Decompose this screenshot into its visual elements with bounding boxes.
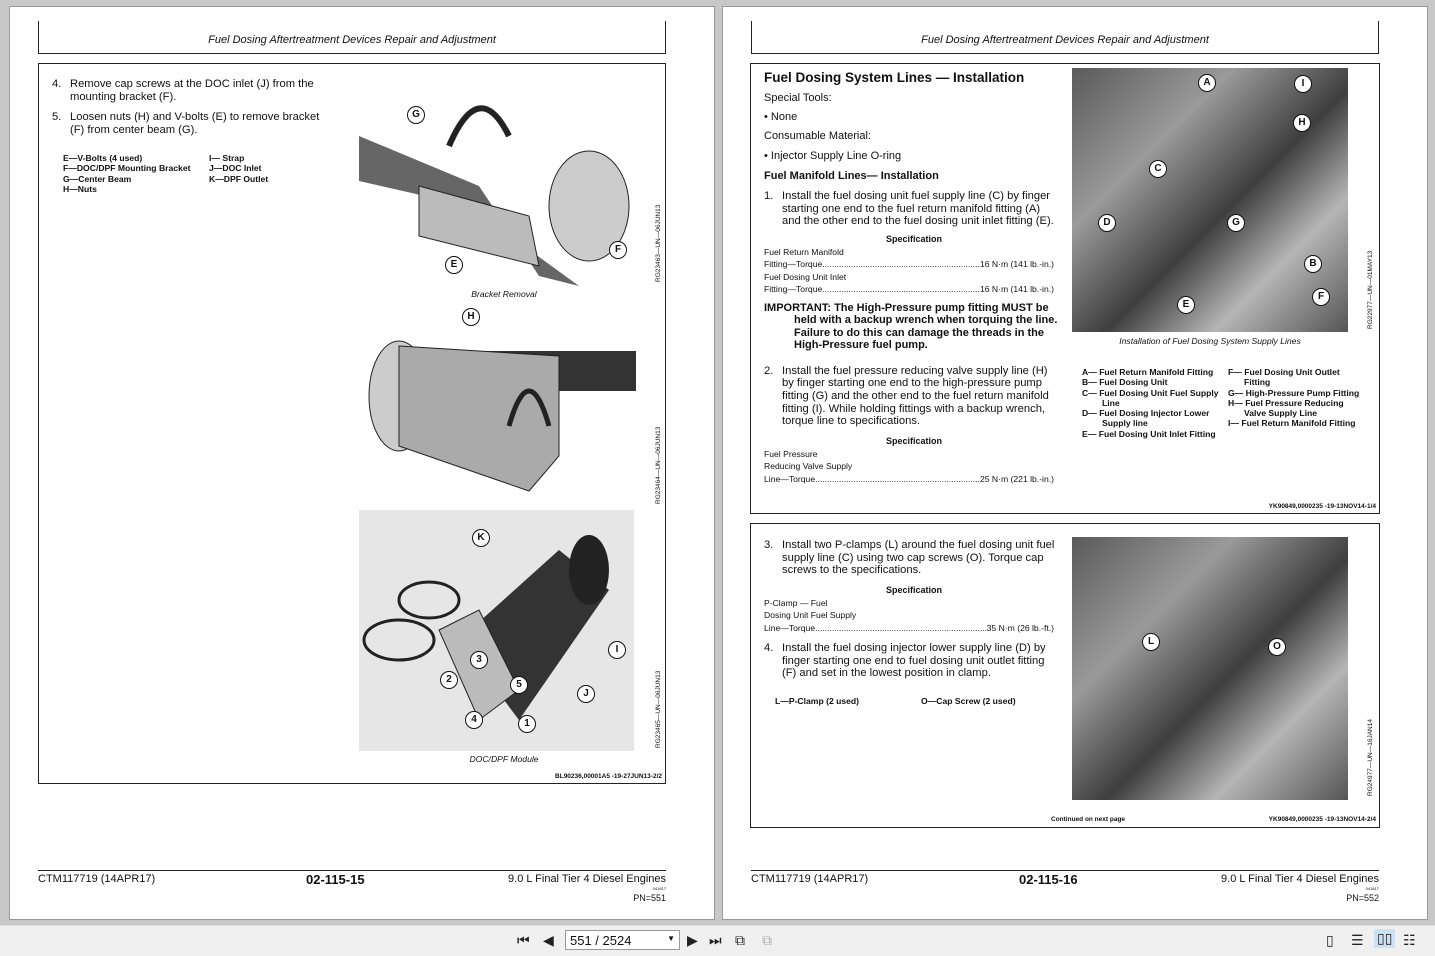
forward-view-icon[interactable]: ⧉ <box>762 932 772 948</box>
legend-col2 <box>1228 367 1363 429</box>
right-page <box>722 6 1428 920</box>
step-text: Install the fuel dosing injector lower supply line (D) by finger starting one end to fuel dosing unit outlet fitting (F) and set in the lowest position in clamp. <box>782 642 1046 680</box>
consumable-item: • Injector Supply Line O-ring <box>764 150 902 162</box>
callout: 1 <box>518 715 536 733</box>
spec-value: 16 N·m (141 lb.-in.) <box>979 284 1054 295</box>
manual-title: 9.0 L Final Tier 4 Diesel Engines <box>508 873 666 885</box>
callout: F <box>1312 288 1330 306</box>
legend-item: J—DOC Inlet <box>209 163 262 174</box>
back-view-icon[interactable]: ⧉ <box>735 932 745 948</box>
step-5 <box>52 111 332 136</box>
callout: D <box>1098 214 1116 232</box>
spec-value: 16 N·m (141 lb.-in.) <box>979 259 1054 270</box>
content-box <box>38 63 666 784</box>
step-4 <box>764 642 1059 680</box>
legend-item: B— Fuel Dosing Unit <box>1082 377 1168 388</box>
continuous-view-icon[interactable]: ☰ <box>1351 932 1364 948</box>
pn-number: PN=551 <box>633 893 666 903</box>
legend-item: H—Nuts <box>63 183 97 194</box>
step-number: 4. <box>764 642 774 655</box>
spec-table-3 <box>764 597 1054 635</box>
step-number: 4. <box>52 78 62 90</box>
special-tools-item: • None <box>764 111 798 123</box>
figure-id: RG23464—UN—06JUN13 <box>655 426 662 504</box>
viewer-toolbar <box>0 925 1435 956</box>
first-page-icon[interactable]: ⏮ <box>517 932 530 948</box>
step-4 <box>52 78 332 103</box>
figure-caption: DOC/DPF Module <box>469 754 539 764</box>
spec-table-1 <box>764 246 1054 296</box>
date-code: 041817 <box>1365 886 1379 891</box>
figure-caption: Installation of Fuel Dosing System Supply Lines <box>1119 336 1301 346</box>
special-tools-label: Special Tools: <box>764 92 832 104</box>
spec-heading: Specification <box>885 233 942 244</box>
callout: H <box>462 308 480 326</box>
continued-note: Continued on next page <box>1051 816 1126 823</box>
spec-value: 35 N·m (26 lb.-ft.) <box>986 622 1054 633</box>
legend-item: G—Center Beam <box>63 173 132 184</box>
spec-label: Fuel Pressure <box>764 448 818 459</box>
callout: 3 <box>470 651 488 669</box>
two-page-view-icon[interactable]: ▯▯ <box>1374 929 1395 948</box>
callout: H <box>1293 114 1311 132</box>
spec-heading: Specification <box>885 584 942 595</box>
step-text: Loosen nuts (H) and V-bolts (E) to remove bracket (F) from center beam (G). <box>70 111 320 136</box>
section-box-1 <box>750 63 1380 514</box>
step-text: Install the fuel dosing unit fuel supply line (C) by finger starting one end to the fuel return manifold fitting (A) and the other end to the fuel dosing unit inlet fitting (E). <box>782 190 1054 228</box>
legend-col1 <box>63 153 190 194</box>
callout: L <box>1142 633 1160 651</box>
callout: F <box>609 241 627 259</box>
callout: 2 <box>440 671 458 689</box>
step-number: 3. <box>764 539 774 551</box>
spec-value: 25 N·m (221 lb.-in.) <box>979 473 1054 484</box>
section-title: Fuel Dosing System Lines — Installation <box>764 70 1025 85</box>
spec-label: Fitting—Torque <box>764 259 823 270</box>
legend-item: O—Cap Screw (2 used) <box>921 696 1016 706</box>
callout: E <box>1177 296 1195 314</box>
next-page-icon[interactable]: ▶ <box>687 932 698 948</box>
figure-id: RG24977—UN—16JAN14 <box>1367 719 1374 796</box>
page-footer <box>751 870 1379 903</box>
bracket-image <box>359 306 636 496</box>
figure-id: RG23463—UN—06JUN13 <box>655 204 662 282</box>
spec-heading: Specification <box>885 435 942 446</box>
legend-col2 <box>209 153 268 184</box>
legend-item: C— Fuel Dosing Unit Fuel Supply Line <box>1082 387 1219 408</box>
legend-item: E—V-Bolts (4 used) <box>63 153 143 163</box>
legend-item: E— Fuel Dosing Unit Inlet Fitting <box>1082 428 1216 439</box>
subsection-title: Fuel Manifold Lines— Installation <box>764 170 939 182</box>
spec-label: Fuel Dosing Unit Inlet <box>764 271 847 282</box>
reference-code: YK90849,0000235 -19-13NOV14-2/4 <box>1268 816 1376 823</box>
step-number: 5. <box>52 111 62 124</box>
spec-label: Line—Torque <box>764 622 816 633</box>
legend-item: L—P-Clamp (2 used) <box>775 696 860 706</box>
legend-item: H— Fuel Pressure Reducing Valve Supply Line <box>1228 397 1344 419</box>
important-note: IMPORTANT: The High-Pressure pump fitting MUST be held with a backup wrench when torquing the line. Failure to do this can damage the threads in the High-Pressure fuel pump. <box>764 301 1058 352</box>
bracket-removal-image <box>359 86 639 286</box>
step-3 <box>764 539 1059 577</box>
single-page-view-icon[interactable]: ▯ <box>1326 932 1334 948</box>
callout: C <box>1149 160 1167 178</box>
step-number: 1. <box>764 190 774 202</box>
spec-label: P-Clamp — Fuel <box>764 597 828 608</box>
step-number: 2. <box>764 364 774 377</box>
page-number: 02-115-15 <box>306 872 365 887</box>
step-1 <box>764 190 1059 228</box>
step-text: Remove cap screws at the DOC inlet (J) from the mounting bracket (F). <box>70 78 314 103</box>
doc-number: CTM117719 (14APR17) <box>38 873 156 885</box>
callout: G <box>1227 214 1245 232</box>
step-text: Install the fuel pressure reducing valve supply line (H) by finger starting one end to the high-pressure pump fitting (G) and the other end to the fuel return manifold fitting (I). While holding fittings with a backup wrench, torque line to specifications. <box>782 364 1049 428</box>
callout: J <box>577 685 595 703</box>
reference-code: YK90849,0000235 -19-13NOV14-1/4 <box>1268 503 1376 510</box>
figure-id: RG22977—UN—01MAY13 <box>1367 250 1374 329</box>
step-text: Install two P-clamps (L) around the fuel dosing unit fuel supply line (C) using two cap screws (O). Torque cap screws to the specifications. <box>782 539 1055 577</box>
legend-item: G— High-Pressure Pump Fitting <box>1228 387 1360 398</box>
spec-label: Fitting—Torque <box>764 284 823 295</box>
spec-label: Fuel Return Manifold <box>764 246 844 257</box>
spec-table-2 <box>764 448 1054 486</box>
legend-item: I— Strap <box>209 153 245 163</box>
chevron-down-icon[interactable]: ▼ <box>667 934 675 943</box>
callout: K <box>472 529 490 547</box>
p-clamp-photo <box>1072 537 1348 800</box>
consumable-label: Consumable Material: <box>764 130 871 142</box>
figure-id: RG23465—UN—06JUN13 <box>655 670 662 748</box>
fuel-dosing-lines-photo <box>1072 68 1348 332</box>
figure-caption: Bracket Removal <box>471 289 537 299</box>
callout: 4 <box>465 711 483 729</box>
left-page <box>9 6 715 920</box>
page-number: 02-115-16 <box>1019 872 1078 887</box>
step-2 <box>764 365 1062 428</box>
callout: B <box>1304 255 1322 273</box>
manual-title: 9.0 L Final Tier 4 Diesel Engines <box>1221 873 1379 885</box>
callout: 5 <box>510 676 528 694</box>
callout: E <box>445 256 463 274</box>
last-page-icon[interactable]: ⏭ <box>709 932 722 948</box>
callout: I <box>608 641 626 659</box>
callout: G <box>407 106 425 124</box>
doc-dpf-module-image <box>359 510 634 751</box>
page-number-value: 551 / 2524 <box>570 933 632 948</box>
legend-item: F—DOC/DPF Mounting Bracket <box>63 163 191 174</box>
section-box-2 <box>750 523 1380 828</box>
page-header: Fuel Dosing Aftertreatment Devices Repair and Adjustment <box>751 21 1379 54</box>
callout: O <box>1268 638 1286 656</box>
page-header: Fuel Dosing Aftertreatment Devices Repair and Adjustment <box>38 21 666 54</box>
legend-item: D— Fuel Dosing Injector Lower Supply line <box>1082 408 1210 429</box>
doc-number: CTM117719 (14APR17) <box>751 873 869 885</box>
legend-item: A— Fuel Return Manifold Fitting <box>1082 367 1214 377</box>
legend-item: K—DPF Outlet <box>209 173 269 184</box>
two-page-continuous-view-icon[interactable]: ☷ <box>1403 932 1416 948</box>
callout: I <box>1294 75 1312 93</box>
page-footer <box>38 870 666 903</box>
legend-item: F— Fuel Dosing Unit Outlet Fitting <box>1228 367 1340 388</box>
previous-page-icon[interactable]: ◀ <box>543 932 554 948</box>
date-code: 041817 <box>652 886 666 891</box>
spec-label: Reducing Valve Supply <box>764 461 853 472</box>
legend-col1 <box>1082 367 1227 439</box>
spec-label: Line—Torque <box>764 473 816 484</box>
spec-label: Dosing Unit Fuel Supply <box>764 610 857 621</box>
reference-code: BL90236,00001A5 -19-27JUN13-2/2 <box>555 773 662 780</box>
callout: A <box>1198 74 1216 92</box>
page-number-input[interactable] <box>565 930 680 950</box>
pn-number: PN=552 <box>1346 893 1379 903</box>
legend-item: I— Fuel Return Manifold Fitting <box>1228 418 1356 429</box>
